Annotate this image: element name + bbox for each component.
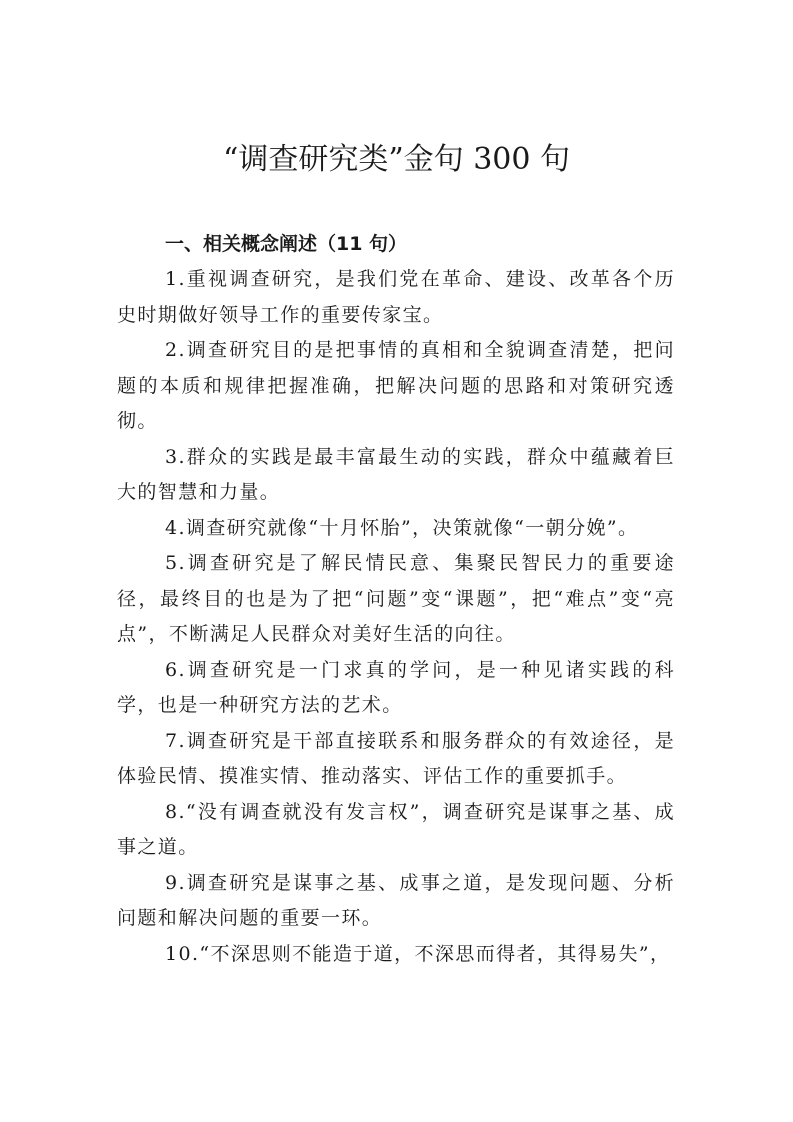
quote-item-5: 5.调查研究是了解民情民意、集聚民智民力的重要途径，最终目的也是为了把“问题”变“课题”，把“难点”变“亮点”，不断满足人民群众对美好生活的向往。 bbox=[117, 552, 675, 645]
document-body bbox=[117, 226, 675, 972]
quote-item-2: 2.调查研究目的是把事情的真相和全貌调查清楚，把问题的本质和规律把握准确，把解决问题的思路和对策研究透彻。 bbox=[117, 339, 675, 432]
quote-item-3: 3.群众的实践是最丰富最生动的实践，群众中蕴藏着巨大的智慧和力量。 bbox=[117, 445, 675, 503]
quote-item-4: 4.调查研究就像“十月怀胎”，决策就像“一朝分娩”。 bbox=[165, 516, 639, 539]
quote-item-9: 9.调查研究是谋事之基、成事之道，是发现问题、分析问题和解决问题的重要一环。 bbox=[117, 871, 675, 929]
quote-item-1: 1.重视调查研究，是我们党在革命、建设、改革各个历史时期做好领导工作的重要传家宝。 bbox=[117, 268, 675, 326]
quote-item-6: 6.调查研究是一门求真的学问，是一种见诸实践的科学，也是一种研究方法的艺术。 bbox=[117, 658, 675, 716]
quote-item-7: 7.调查研究是干部直接联系和服务群众的有效途径，是体验民情、摸准实情、推动落实、评估工作的重要抓手。 bbox=[117, 729, 675, 787]
document-title: “调查研究类”金句 300 句 bbox=[222, 142, 570, 177]
quote-item-10: 10.“不深思则不能造于道，不深思而得者，其得易失”， bbox=[165, 942, 671, 965]
quote-item-8: 8.“没有调查就没有发言权”，调查研究是谋事之基、成事之道。 bbox=[117, 800, 675, 858]
section-heading: 一、相关概念阐述（11 句） bbox=[165, 233, 408, 255]
